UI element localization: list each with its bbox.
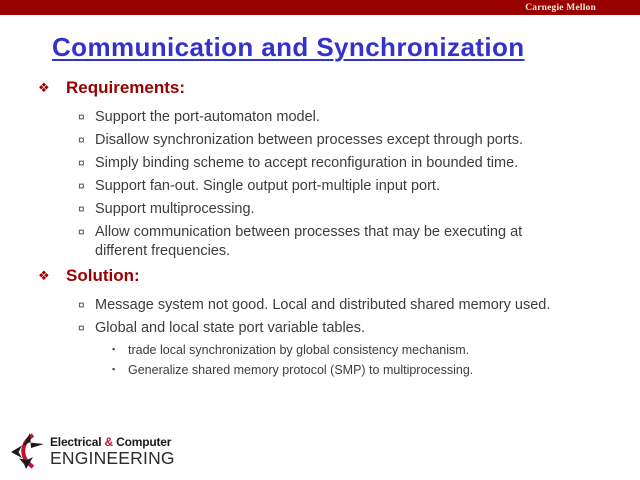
bullet-text: Support multiprocessing. [95,201,255,217]
box-bullet-icon: ¤ [78,110,85,124]
bullet-item [0,177,640,196]
sub-bullet-text: Generalize shared memory protocol (SMP) to multiprocessing. [128,363,474,377]
dept-name-line1 [50,436,175,449]
ece-logo-mark-icon [10,431,46,471]
section-heading-solution [0,265,640,288]
bullet-text: Global and local state port variable tables. [95,320,366,336]
requirements-list [0,108,640,261]
sub-bullet-item [0,342,640,359]
dot-bullet-icon: ▪ [112,344,116,354]
diamond-bullet-icon: ❖ [38,80,50,95]
bullet-item [0,223,640,261]
box-bullet-icon: ¤ [78,298,85,312]
bullet-text: Support fan-out. Single output port-multiple input port. [95,178,440,194]
bullet-item [0,108,640,127]
bullet-item [0,200,640,219]
section-label: Solution: [66,266,140,285]
section-label: Requirements: [66,78,186,97]
sub-bullet-item [0,362,640,379]
top-bar [0,0,640,15]
box-bullet-icon: ¤ [78,202,85,216]
bullet-text: Support the port-automaton model. [95,109,320,125]
bullet-item [0,154,640,173]
ece-logo-text [50,436,175,467]
solution-list [0,296,640,379]
dept-ampersand: & [104,434,113,449]
dept-electrical: Electrical [50,434,102,449]
bullet-item [0,319,640,338]
slide-title: Communication and Synchronization [52,32,525,62]
dept-computer: Computer [116,434,172,449]
box-bullet-icon: ¤ [78,156,85,170]
diamond-bullet-icon: ❖ [38,268,50,283]
box-bullet-icon: ¤ [78,225,85,239]
box-bullet-icon: ¤ [78,133,85,147]
dot-bullet-icon: ▪ [112,364,116,374]
sub-bullet-text: trade local synchronization by global consistency mechanism. [128,343,470,357]
bullet-text: Simply binding scheme to accept reconfiguration in bounded time. [95,155,519,171]
ece-logo [10,431,175,471]
bullet-text: Allow communication between processes that may be executing at different frequencies. [95,224,523,259]
bullet-item [0,296,640,315]
box-bullet-icon: ¤ [78,321,85,335]
box-bullet-icon: ¤ [78,179,85,193]
bullet-text: Disallow synchronization between processes except through ports. [95,132,523,148]
carnegie-mellon-wordmark: Carnegie Mellon [525,2,596,13]
section-heading-requirements [0,77,640,100]
bullet-item [0,131,640,150]
bullet-text: Message system not good. Local and distributed shared memory used. [95,297,551,313]
solution-sub-list [0,342,640,379]
dept-name-line2: ENGINEERING [50,447,175,468]
